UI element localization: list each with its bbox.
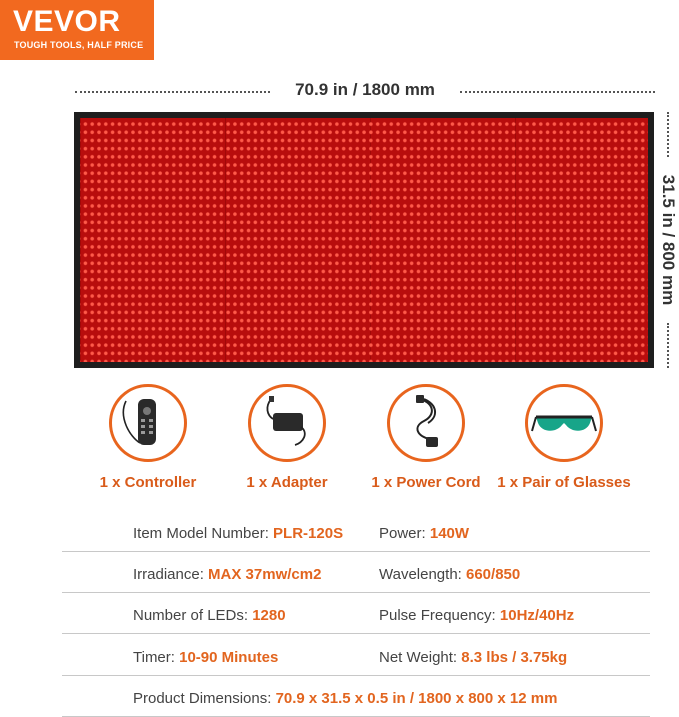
accessory-power-cord-label: 1 x Power Cord: [371, 474, 481, 491]
adapter-icon: [248, 384, 326, 462]
accessory-controller-label: 1 x Controller: [99, 474, 197, 491]
spec-model-key: Item Model Number:: [133, 525, 274, 542]
accessory-controller: [78, 384, 218, 491]
controller-icon: [109, 384, 187, 462]
accessory-adapter: [217, 384, 357, 491]
brand-name: VEVOR: [13, 5, 121, 38]
spec-pulse: [379, 607, 574, 624]
spec-wavelength-key: Wavelength:: [379, 566, 466, 583]
height-dimension: [656, 112, 679, 368]
spec-weight-key: Net Weight:: [379, 649, 462, 666]
brand-logo: [0, 0, 154, 60]
spec-leds: [133, 607, 286, 624]
spec-timer: [133, 649, 278, 666]
accessory-power-cord: [356, 384, 496, 491]
height-dimension-label: 31.5 in / 800 mm: [659, 174, 678, 306]
spec-model-value: PLR-120S: [273, 525, 344, 542]
brand-tagline: TOUGH TOOLS, HALF PRICE: [14, 40, 144, 50]
led-panel-image: [74, 112, 654, 368]
spec-row: [62, 595, 650, 634]
width-dimension-line-right: [460, 91, 655, 93]
spec-product-dimensions: [133, 690, 557, 707]
accessory-glasses: [494, 384, 634, 491]
spec-weight-value: 8.3 lbs / 3.75kg: [461, 649, 568, 666]
spec-power: [379, 525, 469, 542]
power-cord-icon: [387, 384, 465, 462]
spec-pulse-key: Pulse Frequency:: [379, 607, 500, 624]
spec-product-dimensions-value: 70.9 x 31.5 x 0.5 in / 1800 x 800 x 12 mm: [275, 690, 558, 707]
spec-irradiance-key: Irradiance:: [133, 566, 209, 583]
width-dimension-label: 70.9 in / 1800 mm: [295, 80, 435, 99]
spec-irradiance: [133, 566, 321, 583]
spec-pulse-value: 10Hz/40Hz: [499, 607, 575, 624]
spec-model: [133, 525, 343, 542]
spec-leds-key: Number of LEDs:: [133, 607, 253, 624]
spec-wavelength: [379, 566, 520, 583]
spec-row: [62, 678, 650, 717]
accessory-glasses-label: 1 x Pair of Glasses: [497, 474, 631, 491]
spec-irradiance-value: MAX 37mw/cm2: [208, 566, 322, 583]
glasses-icon: [525, 384, 603, 462]
height-dimension-line-bottom: [667, 323, 669, 368]
spec-weight: [379, 649, 567, 666]
spec-product-dimensions-key: Product Dimensions:: [133, 690, 276, 707]
spec-row: [62, 637, 650, 676]
spec-timer-key: Timer:: [133, 649, 180, 666]
accessory-adapter-label: 1 x Adapter: [246, 474, 328, 491]
spec-power-key: Power:: [379, 525, 430, 542]
spec-row: [62, 554, 650, 593]
spec-power-value: 140W: [429, 525, 470, 542]
spec-timer-value: 10-90 Minutes: [179, 649, 279, 666]
led-array: [80, 118, 648, 362]
width-dimension: [75, 80, 655, 104]
spec-wavelength-value: 660/850: [466, 566, 521, 583]
spec-leds-value: 1280: [252, 607, 286, 624]
spec-row: [62, 513, 650, 552]
